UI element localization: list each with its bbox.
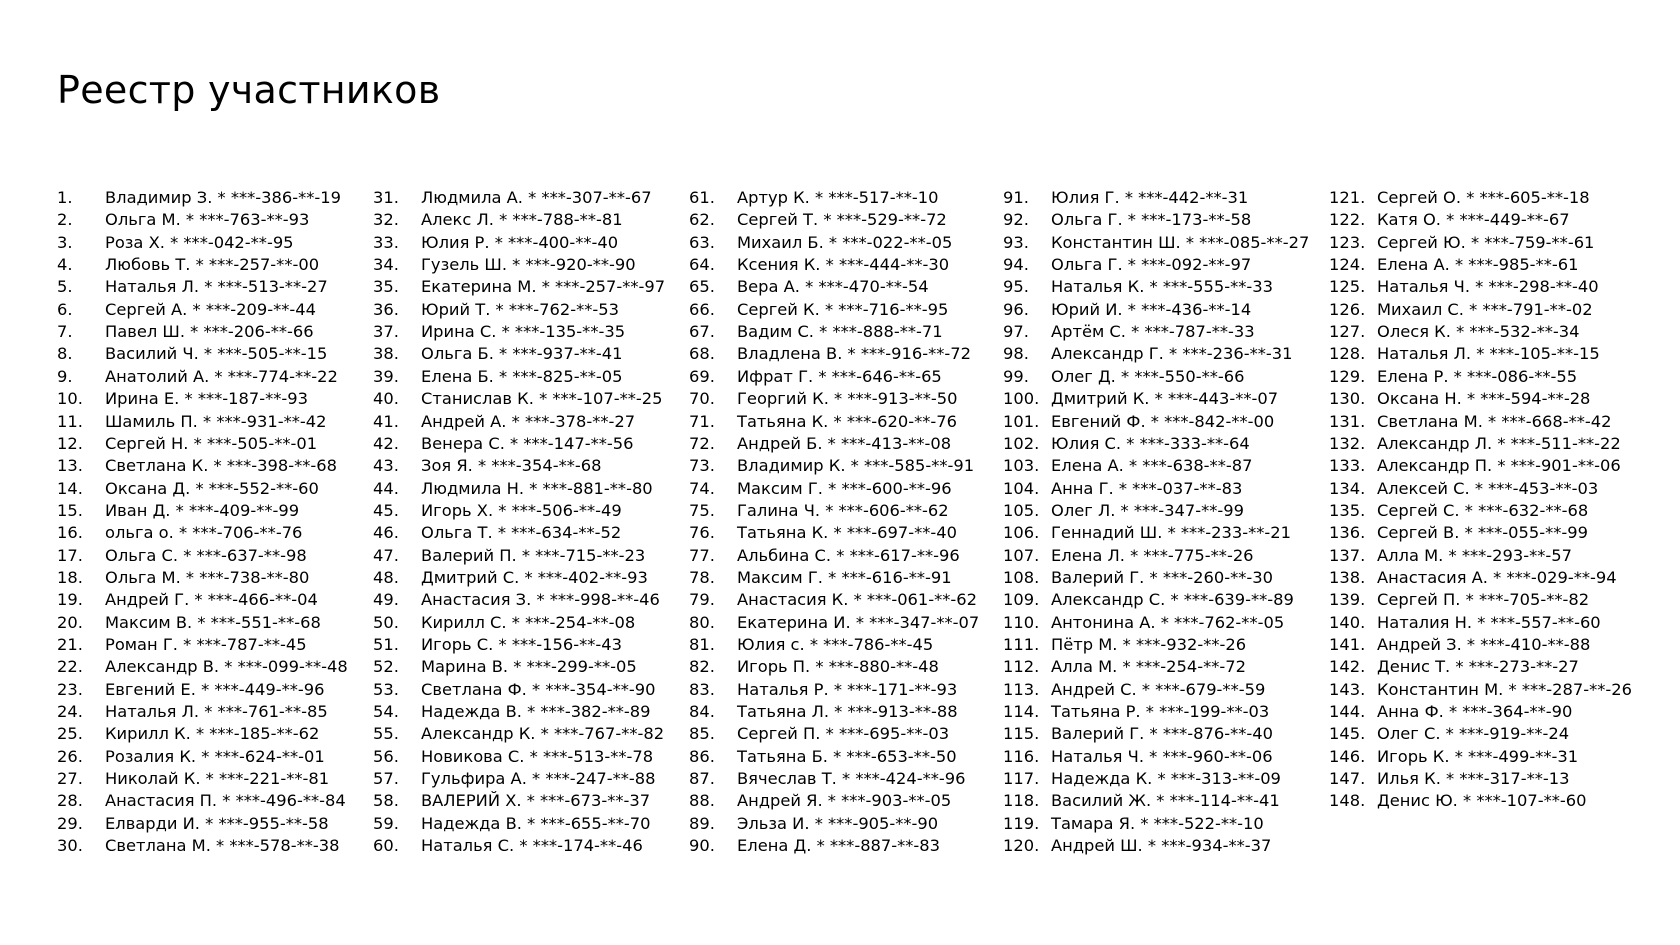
participant-entry: Розалия К. * ***-624-**-01 bbox=[105, 747, 325, 766]
participant-entry: ВАЛЕРИЙ Х. * ***-673-**-37 bbox=[421, 791, 651, 810]
participant-entry: Екатерина И. * ***-347-**-07 bbox=[737, 613, 980, 632]
participant-entry: Ольга С. * ***-637-**-98 bbox=[105, 546, 307, 565]
item-number: 100. bbox=[1003, 389, 1040, 408]
participant-entry: Светлана Ф. * ***-354-**-90 bbox=[421, 680, 656, 699]
item-number: 38. bbox=[373, 344, 399, 363]
participant-entry: Гузель Ш. * ***-920-**-90 bbox=[421, 255, 636, 274]
participant-entry: Олег Л. * ***-347-**-99 bbox=[1051, 501, 1244, 520]
item-number: 131. bbox=[1329, 412, 1366, 431]
item-number: 86. bbox=[689, 747, 715, 766]
participant-entry: Елена Д. * ***-887-**-83 bbox=[737, 836, 941, 855]
item-number: 11. bbox=[57, 412, 83, 431]
participant-entry: Сергей П. * ***-695-**-03 bbox=[737, 724, 950, 743]
item-number: 20. bbox=[57, 613, 83, 632]
item-number: 113. bbox=[1003, 680, 1040, 699]
participant-entry: Олег Д. * ***-550-**-66 bbox=[1051, 367, 1245, 386]
participant-entry: Алла М. * ***-293-**-57 bbox=[1377, 546, 1572, 565]
participant-entry: Анна Ф. * ***-364-**-90 bbox=[1377, 702, 1573, 721]
participant-entry: Антонина А. * ***-762-**-05 bbox=[1051, 613, 1285, 632]
participant-entry: Юлия Г. * ***-442-**-31 bbox=[1051, 188, 1249, 207]
item-number: 148. bbox=[1329, 791, 1366, 810]
item-number: 120. bbox=[1003, 836, 1040, 855]
participant-entry: Екатерина М. * ***-257-**-97 bbox=[421, 277, 666, 296]
participant-entry: Василий Ч. * ***-505-**-15 bbox=[105, 344, 328, 363]
participant-entry: Елена А. * ***-638-**-87 bbox=[1051, 456, 1253, 475]
participant-entry: Алекс Л. * ***-788-**-81 bbox=[421, 210, 623, 229]
item-number: 42. bbox=[373, 434, 399, 453]
item-number: 141. bbox=[1329, 635, 1366, 654]
participant-entry: Сергей О. * ***-605-**-18 bbox=[1377, 188, 1590, 207]
item-number: 44. bbox=[373, 479, 399, 498]
participant-entry: Константин Ш. * ***-085-**-27 bbox=[1051, 233, 1310, 252]
item-number: 3. bbox=[57, 233, 73, 252]
participant-entry: Артур К. * ***-517-**-10 bbox=[737, 188, 939, 207]
participant-entry: Анастасия З. * ***-998-**-46 bbox=[421, 590, 660, 609]
item-number: 88. bbox=[689, 791, 715, 810]
item-number: 56. bbox=[373, 747, 399, 766]
item-number: 79. bbox=[689, 590, 715, 609]
participant-entry: Александр В. * ***-099-**-48 bbox=[105, 657, 348, 676]
item-number: 116. bbox=[1003, 747, 1040, 766]
item-number: 4. bbox=[57, 255, 73, 274]
participant-entry: Андрей Я. * ***-903-**-05 bbox=[737, 791, 952, 810]
item-number: 94. bbox=[1003, 255, 1029, 274]
participant-entry: Елена Б. * ***-825-**-05 bbox=[421, 367, 623, 386]
item-number: 32. bbox=[373, 210, 399, 229]
participant-entry: Альбина С. * ***-617-**-96 bbox=[737, 546, 960, 565]
item-number: 106. bbox=[1003, 523, 1040, 542]
participant-entry: Ольга М. * ***-738-**-80 bbox=[105, 568, 310, 587]
participant-entry: Елена А. * ***-985-**-61 bbox=[1377, 255, 1579, 274]
participant-entry: Ольга Т. * ***-634-**-52 bbox=[421, 523, 622, 542]
item-number: 72. bbox=[689, 434, 715, 453]
participant-entry: Владимир З. * ***-386-**-19 bbox=[105, 188, 341, 207]
item-number: 144. bbox=[1329, 702, 1366, 721]
item-number: 99. bbox=[1003, 367, 1029, 386]
participant-entry: Олег С. * ***-919-**-24 bbox=[1377, 724, 1570, 743]
item-number: 6. bbox=[57, 300, 73, 319]
participant-entry: Роза Х. * ***-042-**-95 bbox=[105, 233, 294, 252]
item-number: 92. bbox=[1003, 210, 1029, 229]
item-number: 49. bbox=[373, 590, 399, 609]
item-number: 87. bbox=[689, 769, 715, 788]
participant-entry: Анастасия П. * ***-496-**-84 bbox=[105, 791, 346, 810]
item-number: 46. bbox=[373, 523, 399, 542]
item-number: 66. bbox=[689, 300, 715, 319]
item-number: 73. bbox=[689, 456, 715, 475]
item-number: 110. bbox=[1003, 613, 1040, 632]
participant-entry: Андрей С. * ***-679-**-59 bbox=[1051, 680, 1266, 699]
item-number: 75. bbox=[689, 501, 715, 520]
participant-entry: Юлия Р. * ***-400-**-40 bbox=[421, 233, 619, 252]
item-number: 96. bbox=[1003, 300, 1029, 319]
page-title: Реестр участников bbox=[57, 68, 441, 112]
item-number: 63. bbox=[689, 233, 715, 252]
item-number: 81. bbox=[689, 635, 715, 654]
participant-entry: Ирина С. * ***-135-**-35 bbox=[421, 322, 626, 341]
item-number: 57. bbox=[373, 769, 399, 788]
item-number: 109. bbox=[1003, 590, 1040, 609]
participant-entry: Наталья Л. * ***-105-**-15 bbox=[1377, 344, 1600, 363]
participant-entry: Татьяна Б. * ***-653-**-50 bbox=[737, 747, 957, 766]
item-number: 105. bbox=[1003, 501, 1040, 520]
item-number: 43. bbox=[373, 456, 399, 475]
item-number: 89. bbox=[689, 814, 715, 833]
participant-entry: Евгений Ф. * ***-842-**-00 bbox=[1051, 412, 1275, 431]
participant-entry: Роман Г. * ***-787-**-45 bbox=[105, 635, 307, 654]
item-number: 52. bbox=[373, 657, 399, 676]
item-number: 55. bbox=[373, 724, 399, 743]
item-number: 40. bbox=[373, 389, 399, 408]
participant-entry: Сергей Т. * ***-529-**-72 bbox=[737, 210, 947, 229]
item-number: 146. bbox=[1329, 747, 1366, 766]
participant-entry: Елена Л. * ***-775-**-26 bbox=[1051, 546, 1254, 565]
item-number: 107. bbox=[1003, 546, 1040, 565]
item-number: 35. bbox=[373, 277, 399, 296]
participant-entry: Вера А. * ***-470-**-54 bbox=[737, 277, 929, 296]
participant-entry: Юлия С. * ***-333-**-64 bbox=[1051, 434, 1250, 453]
participant-entry: Ксения К. * ***-444-**-30 bbox=[737, 255, 950, 274]
item-number: 1. bbox=[57, 188, 73, 207]
participant-entry: Наталья Л. * ***-761-**-85 bbox=[105, 702, 328, 721]
item-number: 90. bbox=[689, 836, 715, 855]
participant-entry: Вадим С. * ***-888-**-71 bbox=[737, 322, 943, 341]
participant-entry: Гульфира А. * ***-247-**-88 bbox=[421, 769, 656, 788]
participant-entry: Надежда К. * ***-313-**-09 bbox=[1051, 769, 1281, 788]
participant-entry: Евгений Е. * ***-449-**-96 bbox=[105, 680, 325, 699]
item-number: 104. bbox=[1003, 479, 1040, 498]
participant-entry: Андрей Г. * ***-466-**-04 bbox=[105, 590, 318, 609]
item-number: 13. bbox=[57, 456, 83, 475]
participant-entry: Татьяна К. * ***-620-**-76 bbox=[737, 412, 957, 431]
item-number: 91. bbox=[1003, 188, 1029, 207]
item-number: 85. bbox=[689, 724, 715, 743]
participant-entry: Сергей В. * ***-055-**-99 bbox=[1377, 523, 1589, 542]
item-number: 108. bbox=[1003, 568, 1040, 587]
participant-entry: Светлана К. * ***-398-**-68 bbox=[105, 456, 337, 475]
participant-entry: Татьяна Л. * ***-913-**-88 bbox=[737, 702, 958, 721]
participant-entry: Галина Ч. * ***-606-**-62 bbox=[737, 501, 949, 520]
participant-entry: Тамара Я. * ***-522-**-10 bbox=[1051, 814, 1264, 833]
participant-entry: Павел Ш. * ***-206-**-66 bbox=[105, 322, 314, 341]
item-number: 143. bbox=[1329, 680, 1366, 699]
participant-entry: Александр С. * ***-639-**-89 bbox=[1051, 590, 1294, 609]
participant-entry: Игорь К. * ***-499-**-31 bbox=[1377, 747, 1579, 766]
item-number: 140. bbox=[1329, 613, 1366, 632]
item-number: 126. bbox=[1329, 300, 1366, 319]
item-number: 112. bbox=[1003, 657, 1040, 676]
item-number: 133. bbox=[1329, 456, 1366, 475]
item-number: 137. bbox=[1329, 546, 1366, 565]
participant-entry: Валерий П. * ***-715-**-23 bbox=[421, 546, 646, 565]
item-number: 80. bbox=[689, 613, 715, 632]
participant-entry: Андрей З. * ***-410-**-88 bbox=[1377, 635, 1591, 654]
participant-entry: Сергей Ю. * ***-759-**-61 bbox=[1377, 233, 1595, 252]
participant-entry: Кирилл К. * ***-185-**-62 bbox=[105, 724, 320, 743]
participant-entry: Александр Г. * ***-236-**-31 bbox=[1051, 344, 1293, 363]
item-number: 14. bbox=[57, 479, 83, 498]
item-number: 68. bbox=[689, 344, 715, 363]
item-number: 142. bbox=[1329, 657, 1366, 676]
participant-entry: Юрий Т. * ***-762-**-53 bbox=[421, 300, 619, 319]
participant-entry: Наталья С. * ***-174-**-46 bbox=[421, 836, 643, 855]
item-number: 102. bbox=[1003, 434, 1040, 453]
item-number: 70. bbox=[689, 389, 715, 408]
item-number: 29. bbox=[57, 814, 83, 833]
item-number: 83. bbox=[689, 680, 715, 699]
item-number: 51. bbox=[373, 635, 399, 654]
participant-entry: Илья К. * ***-317-**-13 bbox=[1377, 769, 1570, 788]
participant-entry: Вячеслав Т. * ***-424-**-96 bbox=[737, 769, 966, 788]
participant-entry: Людмила Н. * ***-881-**-80 bbox=[421, 479, 653, 498]
item-number: 19. bbox=[57, 590, 83, 609]
item-number: 101. bbox=[1003, 412, 1040, 431]
participant-entry: Татьяна К. * ***-697-**-40 bbox=[737, 523, 957, 542]
item-number: 5. bbox=[57, 277, 73, 296]
item-number: 28. bbox=[57, 791, 83, 810]
item-number: 123. bbox=[1329, 233, 1366, 252]
item-number: 53. bbox=[373, 680, 399, 699]
participant-entry: Андрей Ш. * ***-934-**-37 bbox=[1051, 836, 1272, 855]
participant-entry: Светлана М. * ***-578-**-38 bbox=[105, 836, 340, 855]
item-number: 136. bbox=[1329, 523, 1366, 542]
participant-entry: Игорь С. * ***-156-**-43 bbox=[421, 635, 622, 654]
participant-entry: Сергей К. * ***-716-**-95 bbox=[737, 300, 949, 319]
item-number: 135. bbox=[1329, 501, 1366, 520]
item-number: 84. bbox=[689, 702, 715, 721]
item-number: 26. bbox=[57, 747, 83, 766]
participant-entry: Катя О. * ***-449-**-67 bbox=[1377, 210, 1570, 229]
participant-entry: Владлена В. * ***-916-**-72 bbox=[737, 344, 971, 363]
item-number: 71. bbox=[689, 412, 715, 431]
item-number: 122. bbox=[1329, 210, 1366, 229]
item-number: 18. bbox=[57, 568, 83, 587]
item-number: 41. bbox=[373, 412, 399, 431]
participant-entry: Олеся К. * ***-532-**-34 bbox=[1377, 322, 1580, 341]
item-number: 17. bbox=[57, 546, 83, 565]
participant-entry: Эльза И. * ***-905-**-90 bbox=[737, 814, 939, 833]
participant-entry: Наталья К. * ***-555-**-33 bbox=[1051, 277, 1273, 296]
participant-entry: Ольга М. * ***-763-**-93 bbox=[105, 210, 310, 229]
item-number: 69. bbox=[689, 367, 715, 386]
item-number: 138. bbox=[1329, 568, 1366, 587]
item-number: 30. bbox=[57, 836, 83, 855]
item-number: 50. bbox=[373, 613, 399, 632]
item-number: 77. bbox=[689, 546, 715, 565]
item-number: 95. bbox=[1003, 277, 1029, 296]
participant-entry: Оксана Н. * ***-594-**-28 bbox=[1377, 389, 1591, 408]
participant-entry: Андрей А. * ***-378-**-27 bbox=[421, 412, 636, 431]
participant-entry: Дмитрий К. * ***-443-**-07 bbox=[1051, 389, 1279, 408]
item-number: 114. bbox=[1003, 702, 1040, 721]
item-number: 62. bbox=[689, 210, 715, 229]
participant-entry: Михаил Б. * ***-022-**-05 bbox=[737, 233, 953, 252]
participant-entry: Ольга Г. * ***-092-**-97 bbox=[1051, 255, 1252, 274]
item-number: 15. bbox=[57, 501, 83, 520]
item-number: 2. bbox=[57, 210, 73, 229]
item-number: 134. bbox=[1329, 479, 1366, 498]
participant-entry: Светлана М. * ***-668-**-42 bbox=[1377, 412, 1612, 431]
item-number: 74. bbox=[689, 479, 715, 498]
item-number: 93. bbox=[1003, 233, 1029, 252]
item-number: 60. bbox=[373, 836, 399, 855]
participant-entry: Александр К. * ***-767-**-82 bbox=[421, 724, 665, 743]
item-number: 59. bbox=[373, 814, 399, 833]
item-number: 98. bbox=[1003, 344, 1029, 363]
item-number: 97. bbox=[1003, 322, 1029, 341]
item-number: 47. bbox=[373, 546, 399, 565]
participant-entry: Василий Ж. * ***-114-**-41 bbox=[1051, 791, 1280, 810]
item-number: 139. bbox=[1329, 590, 1366, 609]
participant-entry: Анастасия К. * ***-061-**-62 bbox=[737, 590, 978, 609]
item-number: 117. bbox=[1003, 769, 1040, 788]
participant-entry: Пётр М. * ***-932-**-26 bbox=[1051, 635, 1247, 654]
item-number: 127. bbox=[1329, 322, 1366, 341]
participant-entry: Денис Ю. * ***-107-**-60 bbox=[1377, 791, 1587, 810]
participant-entry: Наталья Р. * ***-171-**-93 bbox=[737, 680, 958, 699]
participant-entry: Ирина Е. * ***-187-**-93 bbox=[105, 389, 308, 408]
participant-entry: Геннадий Ш. * ***-233-**-21 bbox=[1051, 523, 1292, 542]
item-number: 67. bbox=[689, 322, 715, 341]
item-number: 9. bbox=[57, 367, 73, 386]
item-number: 78. bbox=[689, 568, 715, 587]
item-number: 124. bbox=[1329, 255, 1366, 274]
participant-entry: Денис Т. * ***-273-**-27 bbox=[1377, 657, 1579, 676]
participant-entry: Надежда В. * ***-655-**-70 bbox=[421, 814, 651, 833]
participant-entry: Сергей Н. * ***-505-**-01 bbox=[105, 434, 318, 453]
item-number: 27. bbox=[57, 769, 83, 788]
participant-entry: Артём С. * ***-787-**-33 bbox=[1051, 322, 1255, 341]
participant-entry: Надежда В. * ***-382-**-89 bbox=[421, 702, 651, 721]
participant-entry: Наталья Л. * ***-513-**-27 bbox=[105, 277, 328, 296]
item-number: 34. bbox=[373, 255, 399, 274]
participant-entry: Сергей А. * ***-209-**-44 bbox=[105, 300, 316, 319]
participant-entry: Наталия Н. * ***-557-**-60 bbox=[1377, 613, 1601, 632]
item-number: 33. bbox=[373, 233, 399, 252]
participant-entry: Наталья Ч. * ***-960-**-06 bbox=[1051, 747, 1273, 766]
participant-entry: Александр П. * ***-901-**-06 bbox=[1377, 456, 1621, 475]
item-number: 65. bbox=[689, 277, 715, 296]
item-number: 121. bbox=[1329, 188, 1366, 207]
item-number: 7. bbox=[57, 322, 73, 341]
participant-entry: Марина В. * ***-299-**-05 bbox=[421, 657, 637, 676]
item-number: 132. bbox=[1329, 434, 1366, 453]
participant-entry: Максим В. * ***-551-**-68 bbox=[105, 613, 321, 632]
item-number: 76. bbox=[689, 523, 715, 542]
item-number: 125. bbox=[1329, 277, 1366, 296]
item-number: 61. bbox=[689, 188, 715, 207]
participant-entry: Зоя Я. * ***-354-**-68 bbox=[421, 456, 602, 475]
participant-entry: Константин М. * ***-287-**-26 bbox=[1377, 680, 1632, 699]
participant-entry: Георгий К. * ***-913-**-50 bbox=[737, 389, 958, 408]
item-number: 25. bbox=[57, 724, 83, 743]
participant-entry: Алексей С. * ***-453-**-03 bbox=[1377, 479, 1599, 498]
participant-entry: Александр Л. * ***-511-**-22 bbox=[1377, 434, 1621, 453]
participant-entry: Венера С. * ***-147-**-56 bbox=[421, 434, 634, 453]
participant-entry: Анастасия А. * ***-029-**-94 bbox=[1377, 568, 1617, 587]
participant-entry: Наталья Ч. * ***-298-**-40 bbox=[1377, 277, 1599, 296]
item-number: 119. bbox=[1003, 814, 1040, 833]
item-number: 115. bbox=[1003, 724, 1040, 743]
participant-entry: Шамиль П. * ***-931-**-42 bbox=[105, 412, 327, 431]
item-number: 39. bbox=[373, 367, 399, 386]
participant-entry: Валерий Г. * ***-876-**-40 bbox=[1051, 724, 1273, 743]
participant-entry: Сергей П. * ***-705-**-82 bbox=[1377, 590, 1590, 609]
participant-entry: Владимир К. * ***-585-**-91 bbox=[737, 456, 975, 475]
participant-entry: Любовь Т. * ***-257-**-00 bbox=[105, 255, 320, 274]
item-number: 82. bbox=[689, 657, 715, 676]
participant-entry: Новикова С. * ***-513-**-78 bbox=[421, 747, 654, 766]
item-number: 10. bbox=[57, 389, 83, 408]
item-number: 147. bbox=[1329, 769, 1366, 788]
item-number: 128. bbox=[1329, 344, 1366, 363]
item-number: 31. bbox=[373, 188, 399, 207]
item-number: 48. bbox=[373, 568, 399, 587]
participant-entry: Сергей С. * ***-632-**-68 bbox=[1377, 501, 1589, 520]
item-number: 21. bbox=[57, 635, 83, 654]
item-number: 130. bbox=[1329, 389, 1366, 408]
item-number: 129. bbox=[1329, 367, 1366, 386]
item-number: 45. bbox=[373, 501, 399, 520]
participant-entry: Елварди И. * ***-955-**-58 bbox=[105, 814, 329, 833]
item-number: 118. bbox=[1003, 791, 1040, 810]
item-number: 111. bbox=[1003, 635, 1040, 654]
participant-entry: Анатолий А. * ***-774-**-22 bbox=[105, 367, 338, 386]
item-number: 8. bbox=[57, 344, 73, 363]
item-number: 36. bbox=[373, 300, 399, 319]
participant-entry: Николай К. * ***-221-**-81 bbox=[105, 769, 330, 788]
item-number: 24. bbox=[57, 702, 83, 721]
item-number: 16. bbox=[57, 523, 83, 542]
participant-entry: Анна Г. * ***-037-**-83 bbox=[1051, 479, 1243, 498]
participant-entry: Андрей Б. * ***-413-**-08 bbox=[737, 434, 952, 453]
participant-entry: Ольга Б. * ***-937-**-41 bbox=[421, 344, 623, 363]
participant-entry: Валерий Г. * ***-260-**-30 bbox=[1051, 568, 1273, 587]
participant-entry: ольга о. * ***-706-**-76 bbox=[105, 523, 303, 542]
participant-entry: Елена Р. * ***-086-**-55 bbox=[1377, 367, 1578, 386]
item-number: 145. bbox=[1329, 724, 1366, 743]
participant-entry: Татьяна Р. * ***-199-**-03 bbox=[1051, 702, 1270, 721]
participant-entry: Михаил С. * ***-791-**-02 bbox=[1377, 300, 1593, 319]
item-number: 12. bbox=[57, 434, 83, 453]
item-number: 22. bbox=[57, 657, 83, 676]
participant-entry: Юлия с. * ***-786-**-45 bbox=[737, 635, 934, 654]
participant-entry: Ольга Г. * ***-173-**-58 bbox=[1051, 210, 1252, 229]
participant-entry: Оксана Д. * ***-552-**-60 bbox=[105, 479, 319, 498]
item-number: 37. bbox=[373, 322, 399, 341]
participant-entry: Станислав К. * ***-107-**-25 bbox=[421, 389, 663, 408]
participant-entry: Игорь Х. * ***-506-**-49 bbox=[421, 501, 622, 520]
participant-entry: Иван Д. * ***-409-**-99 bbox=[105, 501, 300, 520]
participant-entry: Дмитрий С. * ***-402-**-93 bbox=[421, 568, 648, 587]
participant-entry: Максим Г. * ***-616-**-91 bbox=[737, 568, 952, 587]
item-number: 58. bbox=[373, 791, 399, 810]
item-number: 103. bbox=[1003, 456, 1040, 475]
participant-entry: Алла М. * ***-254-**-72 bbox=[1051, 657, 1246, 676]
participant-entry: Кирилл С. * ***-254-**-08 bbox=[421, 613, 636, 632]
participant-entry: Людмила А. * ***-307-**-67 bbox=[421, 188, 652, 207]
participant-entry: Максим Г. * ***-600-**-96 bbox=[737, 479, 952, 498]
item-number: 64. bbox=[689, 255, 715, 274]
participant-entry: Юрий И. * ***-436-**-14 bbox=[1051, 300, 1252, 319]
item-number: 23. bbox=[57, 680, 83, 699]
item-number: 54. bbox=[373, 702, 399, 721]
participant-entry: Ифрат Г. * ***-646-**-65 bbox=[737, 367, 942, 386]
participant-entry: Игорь П. * ***-880-**-48 bbox=[737, 657, 939, 676]
